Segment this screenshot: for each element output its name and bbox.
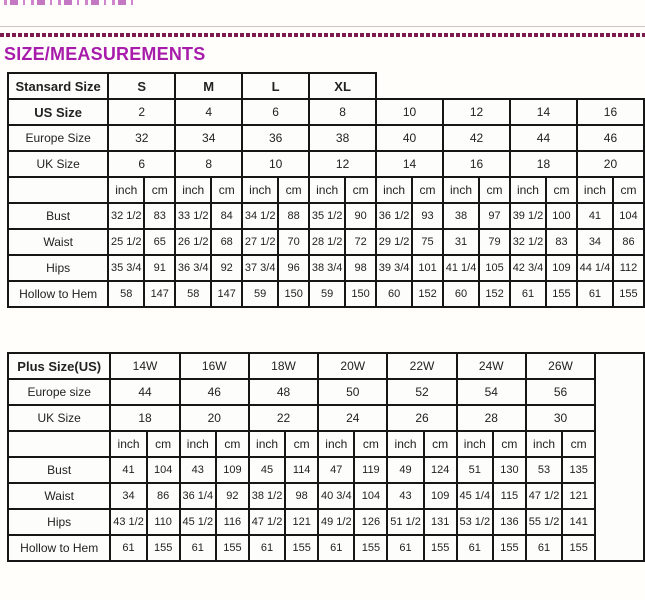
size-group-cell: 14W xyxy=(110,353,179,379)
measurement-cell: 32 1/2 xyxy=(108,203,144,229)
row-label-cell: Hips xyxy=(8,509,110,535)
measurement-cell: 104 xyxy=(147,457,180,483)
measurement-cell: 152 xyxy=(412,281,443,307)
measurement-cell: 43 xyxy=(387,483,423,509)
measurement-cell: 104 xyxy=(354,483,387,509)
measurement-cell: 40 3/4 xyxy=(318,483,354,509)
size-value-cell: 6 xyxy=(242,99,309,125)
unit-cell: inch xyxy=(309,177,345,203)
measurement-cell: 60 xyxy=(443,281,479,307)
size-value-cell: 30 xyxy=(526,405,595,431)
measurement-cell: 155 xyxy=(562,535,595,561)
measurement-cell: 98 xyxy=(285,483,318,509)
measurement-cell: 147 xyxy=(211,281,242,307)
unit-cell: cm xyxy=(147,431,180,457)
size-value-cell: 54 xyxy=(457,379,526,405)
size-value-cell: 20 xyxy=(577,151,644,177)
table-row xyxy=(8,151,644,177)
measurement-cell: 41 1/4 xyxy=(443,255,479,281)
measurement-cell: 58 xyxy=(108,281,144,307)
measurement-cell: 27 1/2 xyxy=(242,229,278,255)
size-value-cell: 56 xyxy=(526,379,595,405)
measurement-cell: 116 xyxy=(216,509,249,535)
measurement-cell: 72 xyxy=(345,229,376,255)
unit-cell: cm xyxy=(345,177,376,203)
row-label-cell: Bust xyxy=(8,203,108,229)
row-label-cell: Hollow to Hem xyxy=(8,281,108,307)
measurement-cell: 43 1/2 xyxy=(110,509,146,535)
size-value-cell: 26 xyxy=(387,405,456,431)
measurement-cell: 83 xyxy=(144,203,175,229)
measurement-cell: 39 3/4 xyxy=(376,255,412,281)
unit-cell: cm xyxy=(546,177,577,203)
measurement-cell: 26 1/2 xyxy=(175,229,211,255)
size-value-cell: 6 xyxy=(108,151,175,177)
measurement-cell: 101 xyxy=(412,255,443,281)
size-group-cell: L xyxy=(242,73,309,99)
unit-cell: cm xyxy=(424,431,457,457)
empty-cell xyxy=(8,431,110,457)
table-row xyxy=(8,281,644,307)
row-label-cell: Europe Size xyxy=(8,125,108,151)
measurement-cell: 79 xyxy=(479,229,510,255)
measurement-cell: 135 xyxy=(562,457,595,483)
measurement-cell: 136 xyxy=(493,509,526,535)
measurement-cell: 121 xyxy=(285,509,318,535)
size-value-cell: 16 xyxy=(443,151,510,177)
unit-cell: inch xyxy=(249,431,285,457)
measurement-cell: 41 xyxy=(577,203,613,229)
measurement-cell: 61 xyxy=(110,535,146,561)
size-group-cell: S xyxy=(108,73,175,99)
measurement-cell: 32 1/2 xyxy=(510,229,546,255)
row-label-cell: UK Size xyxy=(8,151,108,177)
size-value-cell: 2 xyxy=(108,99,175,125)
unit-cell: inch xyxy=(180,431,216,457)
unit-cell: inch xyxy=(387,431,423,457)
measurement-cell: 36 1/2 xyxy=(376,203,412,229)
measurement-cell: 84 xyxy=(211,203,242,229)
row-label-cell: Bust xyxy=(8,457,110,483)
measurement-cell: 53 1/2 xyxy=(457,509,493,535)
measurement-cell: 155 xyxy=(424,535,457,561)
measurement-cell: 104 xyxy=(613,203,644,229)
size-value-cell: 44 xyxy=(510,125,577,151)
measurement-cell: 59 xyxy=(242,281,278,307)
size-value-cell: 12 xyxy=(309,151,376,177)
measurement-cell: 61 xyxy=(526,535,562,561)
size-value-cell: 8 xyxy=(175,151,242,177)
unit-cell: inch xyxy=(318,431,354,457)
measurement-cell: 90 xyxy=(345,203,376,229)
measurement-cell: 61 xyxy=(249,535,285,561)
measurement-cell: 124 xyxy=(424,457,457,483)
measurement-cell: 51 xyxy=(457,457,493,483)
measurement-cell: 155 xyxy=(493,535,526,561)
table-row xyxy=(8,177,644,203)
measurement-cell: 68 xyxy=(211,229,242,255)
size-group-cell: XL xyxy=(309,73,376,99)
measurement-cell: 70 xyxy=(278,229,309,255)
measurement-cell: 42 3/4 xyxy=(510,255,546,281)
measurement-cell: 47 1/2 xyxy=(526,483,562,509)
size-value-cell: 14 xyxy=(376,151,443,177)
measurement-cell: 38 xyxy=(443,203,479,229)
size-group-cell: M xyxy=(175,73,242,99)
size-value-cell: 8 xyxy=(309,99,376,125)
table-row xyxy=(8,353,644,379)
measurement-cell: 147 xyxy=(144,281,175,307)
measurement-cell: 121 xyxy=(562,483,595,509)
size-value-cell: 10 xyxy=(376,99,443,125)
size-value-cell: 50 xyxy=(318,379,387,405)
measurement-cell: 75 xyxy=(412,229,443,255)
table-row xyxy=(8,203,644,229)
size-value-cell: 18 xyxy=(510,151,577,177)
row-label-cell: Hips xyxy=(8,255,108,281)
measurement-cell: 38 3/4 xyxy=(309,255,345,281)
measurement-cell: 60 xyxy=(376,281,412,307)
measurement-cell: 61 xyxy=(180,535,216,561)
unit-cell: inch xyxy=(110,431,146,457)
size-group-cell: 24W xyxy=(457,353,526,379)
measurement-cell: 34 1/2 xyxy=(242,203,278,229)
measurement-cell: 31 xyxy=(443,229,479,255)
size-value-cell: 46 xyxy=(180,379,249,405)
measurement-cell: 152 xyxy=(479,281,510,307)
size-value-cell: 4 xyxy=(175,99,242,125)
measurement-cell: 29 1/2 xyxy=(376,229,412,255)
size-value-cell: 44 xyxy=(110,379,179,405)
size-value-cell: 14 xyxy=(510,99,577,125)
size-group-cell: 20W xyxy=(318,353,387,379)
measurement-cell: 36 1/4 xyxy=(180,483,216,509)
measurement-cell: 100 xyxy=(546,203,577,229)
size-group-cell: 26W xyxy=(526,353,595,379)
measurement-cell: 34 xyxy=(577,229,613,255)
measurement-cell: 150 xyxy=(345,281,376,307)
unit-cell: inch xyxy=(242,177,278,203)
measurement-cell: 119 xyxy=(354,457,387,483)
table-row xyxy=(8,379,644,405)
measurement-cell: 55 1/2 xyxy=(526,509,562,535)
row-label-cell: Waist xyxy=(8,229,108,255)
measurement-cell: 155 xyxy=(613,281,644,307)
unit-cell: inch xyxy=(376,177,412,203)
size-value-cell: 24 xyxy=(318,405,387,431)
table-row xyxy=(8,405,644,431)
measurement-cell: 34 xyxy=(110,483,146,509)
measurement-cell: 155 xyxy=(147,535,180,561)
table-row xyxy=(8,73,644,99)
size-group-cell: 22W xyxy=(387,353,456,379)
row-label-cell: US Size xyxy=(8,99,108,125)
measurement-cell: 58 xyxy=(175,281,211,307)
measurement-cell: 39 1/2 xyxy=(510,203,546,229)
measurement-cell: 51 1/2 xyxy=(387,509,423,535)
measurement-cell: 110 xyxy=(147,509,180,535)
size-value-cell: 38 xyxy=(309,125,376,151)
size-value-cell: 48 xyxy=(249,379,318,405)
size-value-cell: 36 xyxy=(242,125,309,151)
table-row xyxy=(8,99,644,125)
measurement-cell: 61 xyxy=(457,535,493,561)
measurement-cell: 131 xyxy=(424,509,457,535)
measurement-cell: 126 xyxy=(354,509,387,535)
measurement-cell: 33 1/2 xyxy=(175,203,211,229)
measurement-cell: 61 xyxy=(577,281,613,307)
measurement-cell: 47 1/2 xyxy=(249,509,285,535)
measurement-cell: 155 xyxy=(546,281,577,307)
unit-cell: cm xyxy=(278,177,309,203)
gray-divider-line xyxy=(0,26,645,27)
measurement-cell: 61 xyxy=(318,535,354,561)
standard-size-table xyxy=(7,72,645,308)
measurement-cell: 92 xyxy=(211,255,242,281)
unit-cell: inch xyxy=(577,177,613,203)
size-group-cell: 16W xyxy=(180,353,249,379)
measurement-cell: 114 xyxy=(285,457,318,483)
measurement-cell: 45 1/2 xyxy=(180,509,216,535)
row-label-cell: UK Size xyxy=(8,405,110,431)
page-title: SIZE/MEASUREMENTS xyxy=(4,44,206,64)
clipped-header-text xyxy=(4,0,136,5)
size-value-cell: 18 xyxy=(110,405,179,431)
measurement-cell: 105 xyxy=(479,255,510,281)
unit-cell: cm xyxy=(216,431,249,457)
size-value-cell: 52 xyxy=(387,379,456,405)
measurement-cell: 109 xyxy=(216,457,249,483)
row-label-cell: Europe size xyxy=(8,379,110,405)
size-value-cell: 46 xyxy=(577,125,644,151)
corner-header-cell: Plus Size(US) xyxy=(8,353,110,379)
measurement-cell: 83 xyxy=(546,229,577,255)
table-row xyxy=(8,509,644,535)
unit-cell: inch xyxy=(510,177,546,203)
unit-cell: inch xyxy=(443,177,479,203)
measurement-cell: 150 xyxy=(278,281,309,307)
table-row xyxy=(8,125,644,151)
unit-cell: cm xyxy=(562,431,595,457)
size-value-cell: 16 xyxy=(577,99,644,125)
measurement-cell: 86 xyxy=(613,229,644,255)
size-value-cell: 42 xyxy=(443,125,510,151)
measurement-cell: 92 xyxy=(216,483,249,509)
table-row xyxy=(8,431,644,457)
unit-cell: inch xyxy=(526,431,562,457)
empty-cell xyxy=(595,353,644,561)
measurement-cell: 49 xyxy=(387,457,423,483)
measurement-cell: 61 xyxy=(510,281,546,307)
corner-header-cell: Stansard Size xyxy=(8,73,108,99)
plus-size-table xyxy=(7,352,645,562)
measurement-cell: 43 xyxy=(180,457,216,483)
measurement-cell: 109 xyxy=(424,483,457,509)
measurement-cell: 141 xyxy=(562,509,595,535)
size-value-cell: 10 xyxy=(242,151,309,177)
measurement-cell: 45 xyxy=(249,457,285,483)
size-value-cell: 28 xyxy=(457,405,526,431)
measurement-cell: 155 xyxy=(216,535,249,561)
measurement-cell: 44 1/4 xyxy=(577,255,613,281)
unit-cell: cm xyxy=(613,177,644,203)
measurement-cell: 155 xyxy=(285,535,318,561)
measurement-cell: 65 xyxy=(144,229,175,255)
measurement-cell: 25 1/2 xyxy=(108,229,144,255)
measurement-cell: 49 1/2 xyxy=(318,509,354,535)
unit-cell: inch xyxy=(108,177,144,203)
unit-cell: cm xyxy=(211,177,242,203)
table-row xyxy=(8,255,644,281)
measurement-cell: 41 xyxy=(110,457,146,483)
table-row xyxy=(8,229,644,255)
measurement-cell: 109 xyxy=(546,255,577,281)
unit-cell: cm xyxy=(144,177,175,203)
measurement-cell: 28 1/2 xyxy=(309,229,345,255)
measurement-cell: 115 xyxy=(493,483,526,509)
measurement-cell: 37 3/4 xyxy=(242,255,278,281)
measurement-cell: 61 xyxy=(387,535,423,561)
measurement-cell: 88 xyxy=(278,203,309,229)
size-value-cell: 12 xyxy=(443,99,510,125)
size-group-cell: 18W xyxy=(249,353,318,379)
unit-cell: cm xyxy=(412,177,443,203)
measurement-cell: 35 1/2 xyxy=(309,203,345,229)
size-value-cell: 32 xyxy=(108,125,175,151)
size-value-cell: 22 xyxy=(249,405,318,431)
measurement-cell: 93 xyxy=(412,203,443,229)
unit-cell: inch xyxy=(457,431,493,457)
measurement-cell: 36 3/4 xyxy=(175,255,211,281)
dashed-divider-line xyxy=(0,33,645,37)
empty-cell xyxy=(8,177,108,203)
measurement-cell: 45 1/4 xyxy=(457,483,493,509)
size-value-cell: 20 xyxy=(180,405,249,431)
measurement-cell: 97 xyxy=(479,203,510,229)
measurement-cell: 130 xyxy=(493,457,526,483)
measurement-cell: 35 3/4 xyxy=(108,255,144,281)
measurement-cell: 98 xyxy=(345,255,376,281)
measurement-cell: 86 xyxy=(147,483,180,509)
measurement-cell: 59 xyxy=(309,281,345,307)
table-row xyxy=(8,457,644,483)
measurement-cell: 53 xyxy=(526,457,562,483)
table-row xyxy=(8,483,644,509)
unit-cell: cm xyxy=(479,177,510,203)
measurement-cell: 38 1/2 xyxy=(249,483,285,509)
row-label-cell: Hollow to Hem xyxy=(8,535,110,561)
unit-cell: cm xyxy=(354,431,387,457)
measurement-cell: 112 xyxy=(613,255,644,281)
unit-cell: cm xyxy=(493,431,526,457)
size-value-cell: 40 xyxy=(376,125,443,151)
unit-cell: cm xyxy=(285,431,318,457)
measurement-cell: 47 xyxy=(318,457,354,483)
measurement-cell: 155 xyxy=(354,535,387,561)
size-value-cell: 34 xyxy=(175,125,242,151)
table-row xyxy=(8,535,644,561)
unit-cell: inch xyxy=(175,177,211,203)
row-label-cell: Waist xyxy=(8,483,110,509)
measurement-cell: 91 xyxy=(144,255,175,281)
measurement-cell: 96 xyxy=(278,255,309,281)
